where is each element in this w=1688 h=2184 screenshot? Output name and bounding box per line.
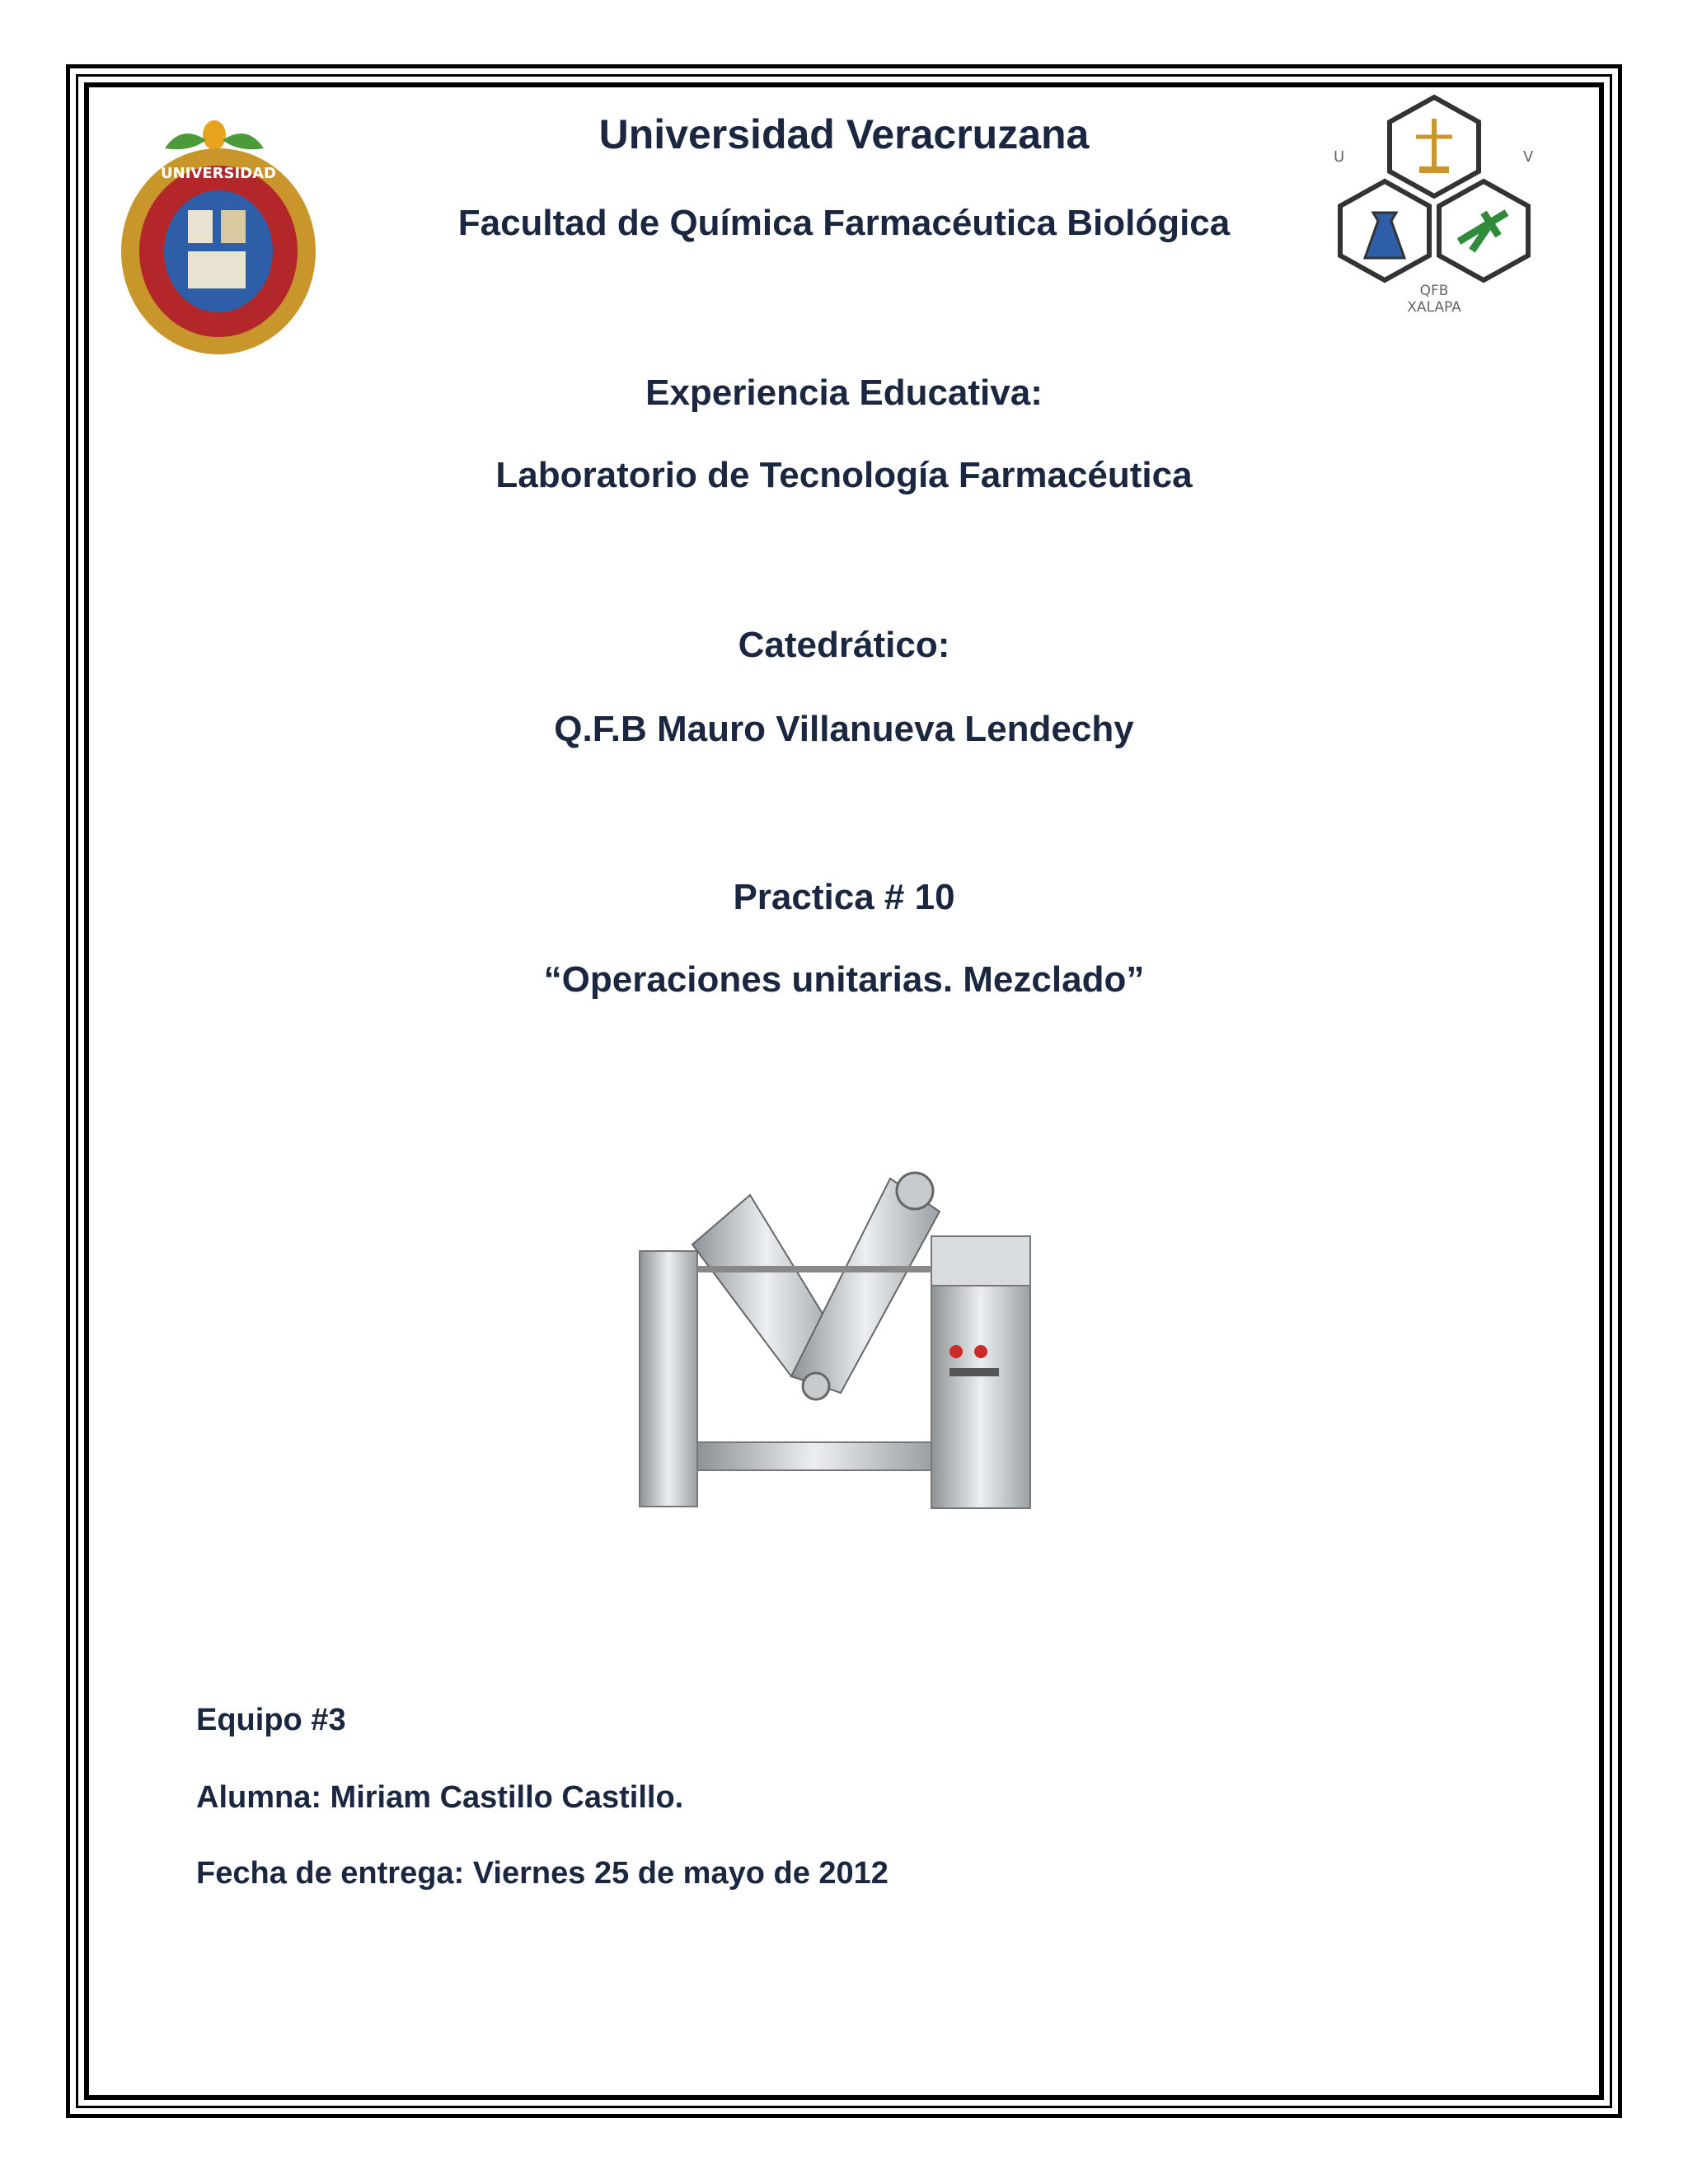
qfb-caption-2: XALAPA xyxy=(1407,299,1461,316)
course-name: Laboratorio de Tecnología Farmacéutica xyxy=(495,455,1193,495)
qfb-letter-right: V xyxy=(1523,148,1534,166)
teacher-label: Catedrático: xyxy=(738,625,950,665)
v-blender-machine-image xyxy=(626,1146,1055,1533)
delivery-date: Fecha de entrega: Viernes 25 de mayo de 2012 xyxy=(196,1856,889,1891)
qfb-letter-left: U xyxy=(1334,148,1345,166)
practice-title: “Operaciones unitarias. Mezclado” xyxy=(543,959,1145,1000)
qfb-caption-1: QFB xyxy=(1419,283,1449,299)
course-label: Experiencia Educativa: xyxy=(645,373,1043,413)
faculty-title: Facultad de Química Farmacéutica Biológica xyxy=(457,203,1231,243)
teacher-name: Q.F.B Mauro Villanueva Lendechy xyxy=(554,709,1134,749)
team-label: Equipo #3 xyxy=(196,1703,346,1737)
seal-text-top: UNIVERSIDAD xyxy=(161,165,276,182)
student-label: Alumna: Miriam Castillo Castillo. xyxy=(196,1780,684,1815)
practice-number: Practica # 10 xyxy=(733,877,955,917)
university-title: Universidad Veracruzana xyxy=(598,111,1090,157)
